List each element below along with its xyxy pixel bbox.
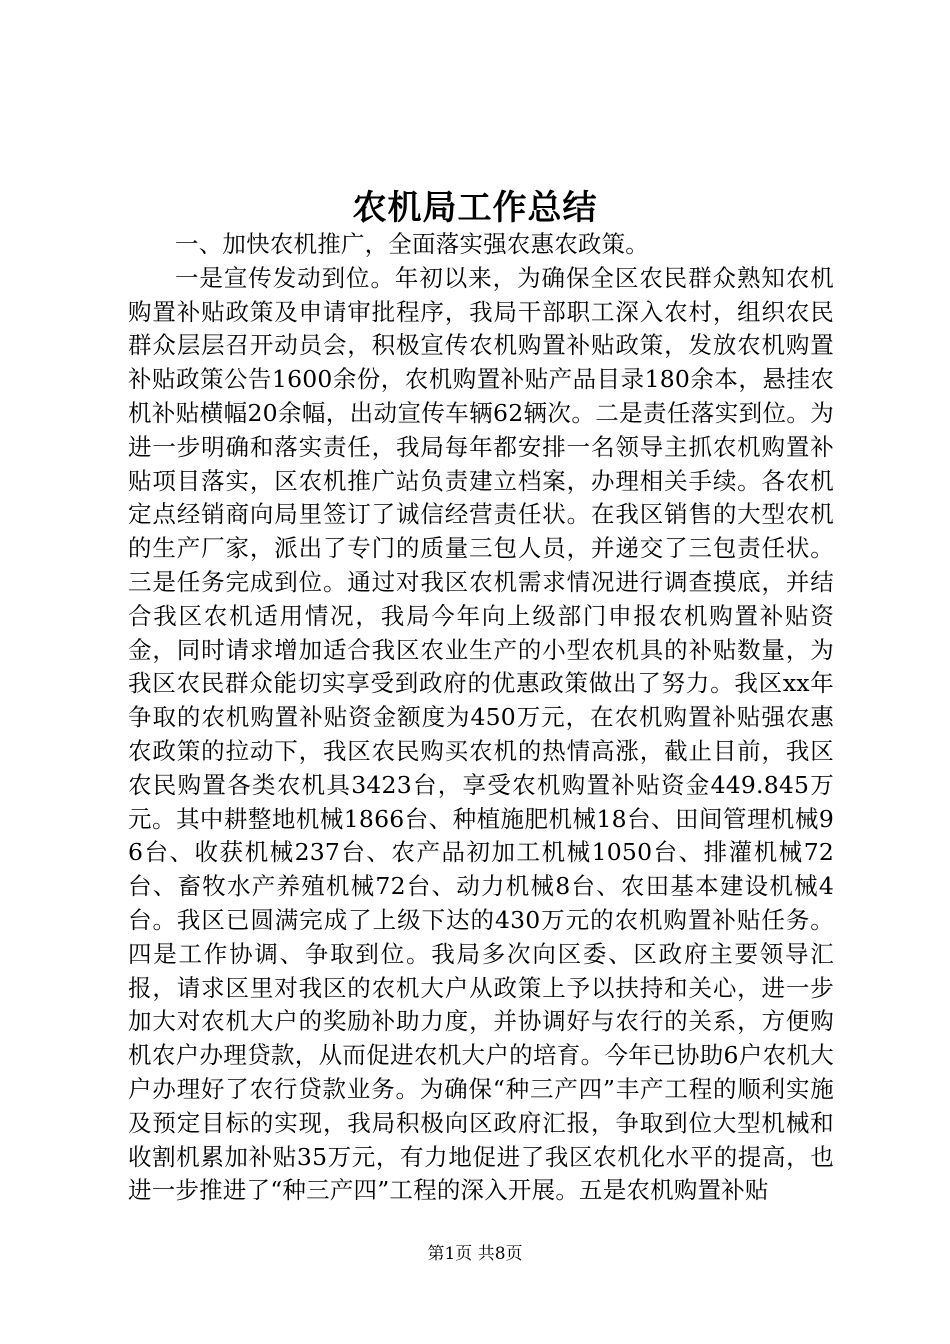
page-footer: 第1页 共8页 [427,1244,523,1264]
document-title: 农机局工作总结 [352,188,598,228]
section-heading: 一、加快农机推广，全面落实强农惠农政策。 [175,230,649,258]
document-body [128,228,834,1208]
body-paragraph: 一是宣传发动到位。年初以来，为确保全区农民群众熟知农机购置补贴政策及申请审批程序，我局干部职工深入农村，组织农民群众层层召开动员会，积极宣传农机购置补贴政策，发放农机购置补贴政策公告1600余份，农机购置补贴产品目录180余本，悬挂农机补贴横幅20余幅，出动宣传车辆62辆次。二是责任落实到位。为进一步明确和落实责任，我局每年都安排一名领导主抓农机购置补贴项目落实，区农机推广站负责建立档案，办理相关手续。各农机定点经销商向局里签订了诚信经营责任状。在我区销售的大型农机的生产厂家，派出了专门的质量三包人员，并递交了三包责任状。三是任务完成到位。通过对我区农机需求情况进行调查摸底，并结合我区农机适用情况，我局今年向上级部门申报农机购置补贴资金，同时请求增加适合我区农业生产的小型农机具的补贴数量，为我区农民群众能切实享受到政府的优惠政策做出了努力。我区xx年争取的农机购置补贴资金额度为450万元，在农机购置补贴强农惠农政策的拉动下，我区农民购买农机的热情高涨，截止目前，我区农民购置各类农机具3423台，享受农机购置补贴资金449.845万元。其中耕整地机械1866台、种植施肥机械18台、田间管理机械96台、收获机械237台、农产品初加工机械1050台、排灌机械72台、畜牧水产养殖机械72台、动力机械8台、农田基本建设机械4台。我区已圆满完成了上级下达的430万元的农机购置补贴任务。四是工作协调、争取到位。我局多次向区委、区政府主要领导汇报，请求区里对我区的农机大户从政策上予以扶持和关心，进一步加大对农机大户的奖励补助力度，并协调好与农行的关系，方便购机农户办理贷款，从而促进农机大户的培育。今年已协助6户农机大户办理好了农行贷款业务。为确保“种三产四”丰产工程的顺利实施及预定目标的实现，我局积极向区政府汇报，争取到位大型机械和收割机累加补贴35万元，有力地促进了我区农机化水平的提高，也进一步推进了“种三产四”工程的深入开展。五是农机购置补贴 [128,263,834,1205]
